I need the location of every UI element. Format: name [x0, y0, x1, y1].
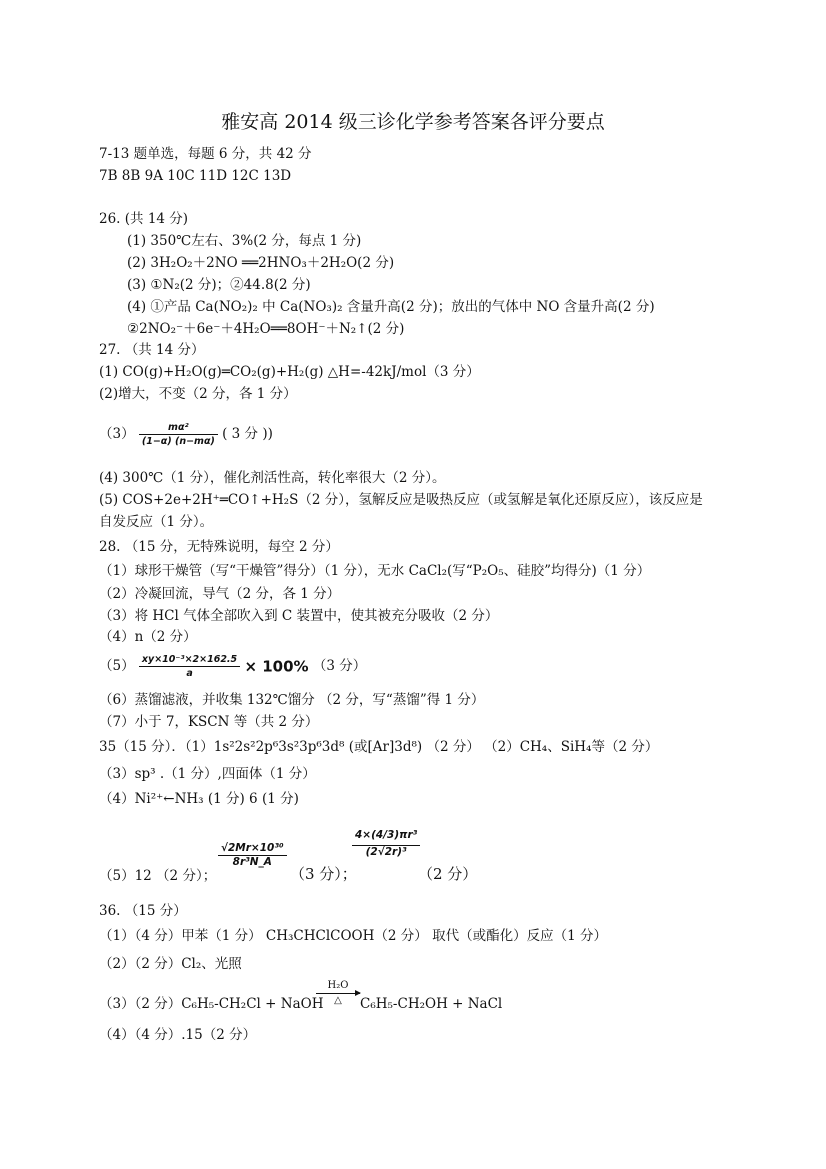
- page-title: 雅安高 2014 级三诊化学参考答案各评分要点: [221, 111, 605, 133]
- q27-part1: (1) CO(g)+H₂O(g)═CO₂(g)+H₂(g) △H=-42kJ/mol（3 分）: [99, 364, 480, 380]
- q35-packing-numerator: 4×(4/3)πr³: [355, 829, 418, 841]
- q26-part1: (1) 350℃左右、3%(2 分，每点 1 分): [127, 233, 362, 249]
- reaction-arrow: [316, 980, 360, 1010]
- q28-formula-denominator: a: [139, 666, 240, 679]
- mc-answers: 7B 8B 9A 10C 11D 12C 13D: [99, 168, 292, 184]
- q36-part4: （4）（4 分）.15（2 分）: [99, 1027, 257, 1043]
- q28-formula: [139, 654, 240, 679]
- q35-density-numerator: √2Mr×10³⁰: [221, 842, 284, 854]
- q28-formula-numerator: xy×10⁻³×2×162.5: [141, 654, 238, 665]
- q35-packing-score: （2 分）: [418, 865, 478, 883]
- q27-part5: (5) COS+2e+2H⁺═CO↑+H₂S（2 分），氢解反应是吸热反应（或氢解是氧化还原反应），该反应是: [99, 492, 703, 508]
- q35-packing-denominator: (2√2r)³: [352, 845, 420, 858]
- q27-part5-cont: 自发反应（1 分）。: [99, 514, 214, 530]
- q27-part3-label: （3）: [99, 426, 135, 442]
- q36-part1: （1）（4 分）甲苯（1 分） CH₃CHClCOOH（2 分） 取代（或酯化）反应（1 分）: [99, 928, 607, 944]
- q27-formula: [139, 422, 218, 447]
- q27-formula-numerator: mα²: [168, 422, 189, 433]
- q28-part4: （4）n（2 分）: [99, 629, 197, 645]
- q28-part6: （6）蒸馏滤液，并收集 132℃馏分 （2 分，写“蒸馏”得 1 分）: [99, 692, 485, 708]
- q35-part3: （3）sp³ .（1 分）,四面体（1 分）: [99, 766, 316, 782]
- q35-density-score: （3 分）；: [290, 865, 357, 883]
- q28-part5-label: （5）: [99, 658, 135, 674]
- q35-density-formula: [218, 843, 287, 868]
- q35-density-denominator: 8r³N_A: [218, 855, 287, 868]
- q28-part1: （1）球形干燥管（写“干燥管”得分）（1 分），无水 CaCl₂(写“P₂O₅、硅胶”均得分)（1 分）: [99, 563, 651, 579]
- q26-part3: (3) ①N₂(2 分)；②44.8(2 分): [127, 277, 311, 293]
- q36-part3-products: C₆H₅-CH₂OH + NaCl: [360, 996, 503, 1012]
- q27-part4: (4) 300℃（1 分），催化剂活性高，转化率很大（2 分）。: [99, 470, 446, 486]
- q26-part4: (4) ①产品 Ca(NO₂)₂ 中 Ca(NO₃)₂ 含量升高(2 分)；放出的气体中 NO 含量升高(2 分): [127, 299, 655, 315]
- q28-part2: （2）冷凝回流，导气（2 分，各 1 分）: [99, 586, 341, 602]
- q27-part2: (2)增大，不变（2 分，各 1 分）: [99, 386, 297, 402]
- q36-part3-reactants: （3）（2 分）C₆H₅-CH₂Cl + NaOH: [99, 996, 324, 1012]
- q27-formula-denominator: (1−α) (n−mα): [139, 434, 218, 447]
- q27-part3-score: ( 3 分 )): [222, 426, 273, 442]
- reaction-condition-top: H₂O: [327, 980, 349, 991]
- q28-part7: （7）小于 7，KSCN 等（共 2 分）: [99, 714, 319, 730]
- q28-formula-percent: × 100%: [244, 657, 309, 676]
- q28-part3: （3）将 HCl 气体全部吹入到 C 装置中，使其被充分吸收（2 分）: [99, 608, 499, 624]
- q36-header: 36. （15 分）: [99, 903, 187, 919]
- q28-part5: [99, 652, 366, 681]
- q28-part5-score: （3 分）: [312, 658, 367, 674]
- q27-part3: [99, 420, 273, 448]
- q26-header: 26. (共 14 分): [99, 211, 189, 227]
- q35-packing-formula: [352, 830, 420, 858]
- arrow-icon: [316, 993, 360, 994]
- q26-part2: (2) 3H₂O₂＋2NO ══2HNO₃＋2H₂O(2 分): [127, 255, 395, 271]
- mc-header: 7-13 题单选，每题 6 分，共 42 分: [99, 146, 312, 162]
- q27-header: 27. （共 14 分）: [99, 342, 205, 358]
- q35-part5-label: （5）12 （2 分）；: [99, 868, 217, 884]
- reaction-condition-bottom: △: [334, 995, 342, 1006]
- q26-part4-2: ②2NO₂⁻＋6e⁻＋4H₂O══8OH⁻＋N₂↑(2 分): [127, 321, 405, 337]
- q36-part2: （2）（2 分）Cl₂、光照: [99, 956, 242, 972]
- q35-part1-2: 35（15 分）．（1）1s²2s²2p⁶3s²3p⁶3d⁸ (或[Ar]3d⁸) （2 分） （2）CH₄、SiH₄等（2 分）: [99, 739, 659, 755]
- q35-part4: （4）Ni²⁺←NH₃ (1 分) 6 (1 分): [99, 791, 299, 807]
- q28-header: 28. （15 分，无特殊说明，每空 2 分）: [99, 539, 339, 555]
